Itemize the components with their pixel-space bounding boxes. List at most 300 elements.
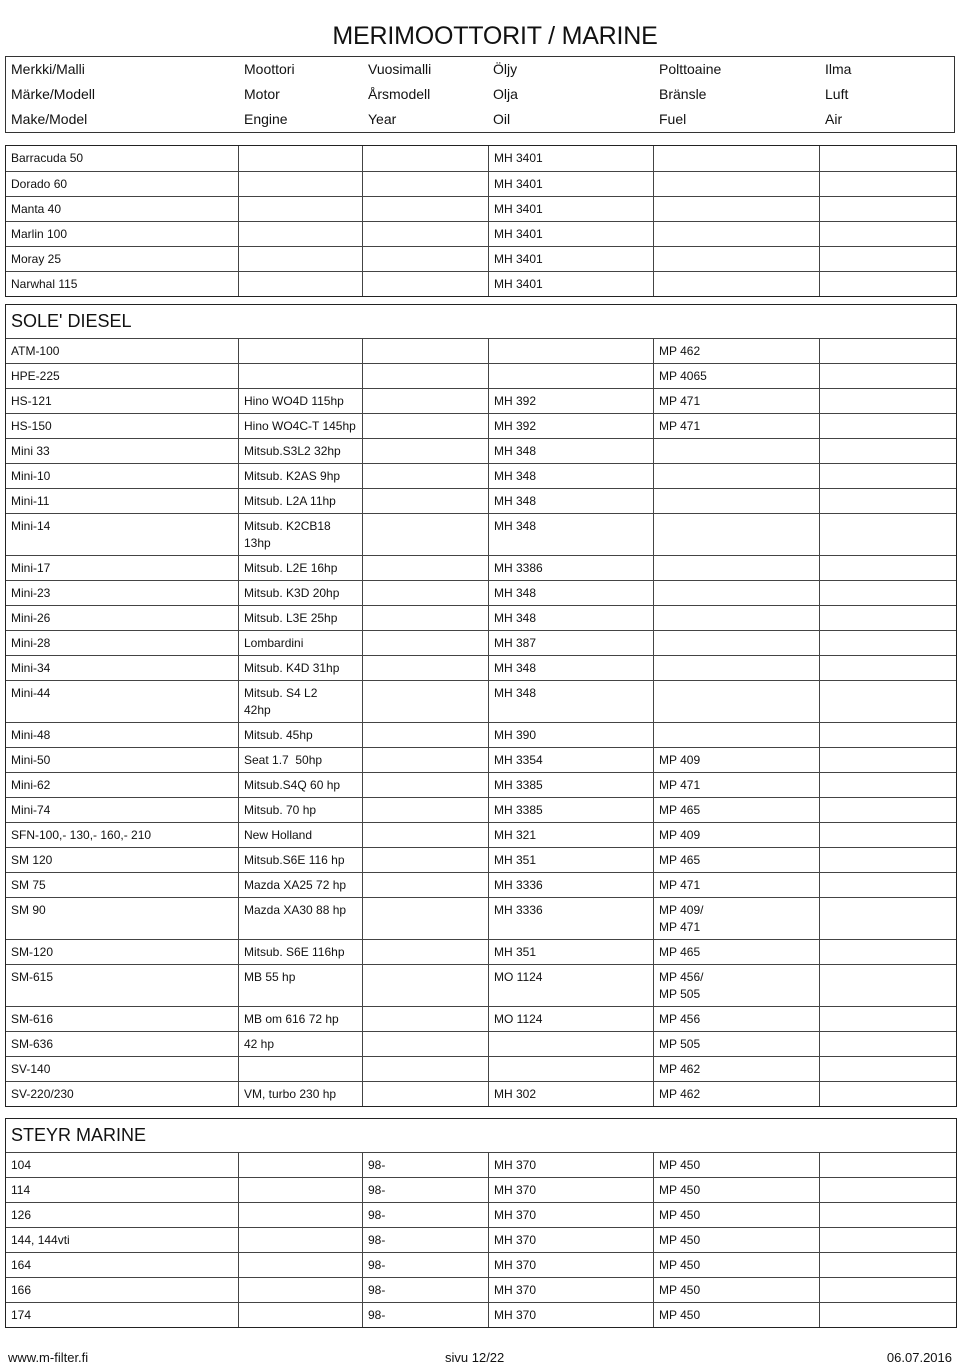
table-cell: MP 471: [653, 773, 819, 797]
table-row: [6, 680, 956, 722]
table-cell: SM-616: [11, 1012, 54, 1026]
table-cell: [362, 823, 488, 847]
table-cell: [819, 823, 956, 847]
table-cell: 114: [11, 1183, 31, 1197]
header-cell: Vuosimalli: [368, 61, 432, 77]
table-cell: [238, 172, 362, 196]
table-row: [6, 847, 956, 872]
table-row: [6, 897, 956, 939]
table-cell: [362, 389, 488, 413]
header-row: [6, 82, 954, 107]
table-cell: MP 462: [653, 339, 819, 363]
table-cell: MH 348: [488, 464, 653, 488]
header-cell: Bränsle: [659, 86, 707, 102]
table-cell: Lombardini: [238, 631, 362, 655]
table-cell: Mitsub. L2A 11hp: [238, 489, 362, 513]
table-cell: Mini-44: [11, 686, 51, 700]
table-cell: MP 450: [653, 1253, 819, 1277]
table-cell: MP 450: [653, 1303, 819, 1327]
table-cell: MP 456: [653, 1007, 819, 1031]
header-cell: Air: [825, 111, 843, 127]
table-cell: [819, 339, 956, 363]
table-cell: Mitsub. L2E 16hp: [238, 556, 362, 580]
table-cell: Mitsub.S6E 116 hp: [238, 848, 362, 872]
table-cell: [653, 723, 819, 747]
table-cell: [238, 222, 362, 246]
table-cell: [819, 1178, 956, 1202]
header-cell: Year: [368, 111, 397, 127]
table-cell: [819, 798, 956, 822]
table-cell: MP 450: [653, 1203, 819, 1227]
table-cell: [362, 798, 488, 822]
table-cell: [819, 940, 956, 964]
table-cell: Mini-14: [11, 519, 51, 533]
table-cell: Mini-48: [11, 728, 51, 742]
table-cell: MH 3386: [488, 556, 653, 580]
table-cell: [238, 1228, 362, 1252]
header-cell: Merkki/Malli: [11, 61, 85, 77]
table-cell: [819, 1082, 956, 1106]
table-cell: Mini-74: [11, 803, 51, 817]
table-cell: [819, 898, 956, 939]
table-row: [6, 413, 956, 438]
table-cell: 174: [11, 1308, 32, 1322]
table-cell: [653, 681, 819, 722]
header-cell: Märke/Modell: [11, 86, 96, 102]
table-row: [6, 822, 956, 847]
table-cell: Barracuda 50: [11, 151, 84, 165]
header-cell: Olja: [493, 86, 518, 102]
table-cell: ATM-100: [11, 344, 60, 358]
header-cell: Ilma: [825, 61, 852, 77]
table-cell: SV-140: [11, 1062, 51, 1076]
table-row: [6, 630, 956, 655]
table-cell: [819, 1303, 956, 1327]
table-cell: [238, 1178, 362, 1202]
table-cell: Moray 25: [11, 252, 62, 266]
table-cell: [653, 631, 819, 655]
table-cell: MB 55 hp: [238, 965, 362, 1006]
table-cell: [819, 222, 956, 246]
table-row: [6, 221, 956, 246]
table-cell: HPE-225: [11, 369, 60, 383]
table-cell: [488, 364, 653, 388]
table-row: [6, 772, 956, 797]
table-cell: [362, 489, 488, 513]
table-cell: Mitsub.S3L2 32hp: [238, 439, 362, 463]
table-cell: [238, 272, 362, 296]
table-cell: Mini 33: [11, 444, 50, 458]
table-cell: [238, 339, 362, 363]
table-cell: [653, 197, 819, 221]
table-cell: [653, 222, 819, 246]
table-cell: MH 370: [488, 1253, 653, 1277]
table-cell: SV-220/230: [11, 1087, 74, 1101]
table-cell: 98-: [362, 1153, 488, 1177]
table-row: [6, 1006, 956, 1031]
table-cell: Mitsub. K2AS 9hp: [238, 464, 362, 488]
table-cell: [653, 172, 819, 196]
table-cell: Marlin 100: [11, 227, 68, 241]
table-cell: MP 471: [653, 414, 819, 438]
table-cell: MH 370: [488, 1153, 653, 1177]
table-cell: Mini-28: [11, 636, 51, 650]
table-cell: [238, 1303, 362, 1327]
table-row: [6, 171, 956, 196]
table-cell: [362, 272, 488, 296]
table-cell: [819, 873, 956, 897]
table-row: [6, 964, 956, 1006]
table-row: [6, 797, 956, 822]
table-cell: [238, 1153, 362, 1177]
table-cell: [362, 1082, 488, 1106]
table-row: [6, 1081, 956, 1106]
table-cell: [362, 222, 488, 246]
table-cell: Mini-11: [11, 494, 50, 508]
table-row: [6, 488, 956, 513]
table-cell: MH 370: [488, 1203, 653, 1227]
table-cell: [488, 1057, 653, 1081]
table-cell: Mazda XA30 88 hp: [238, 898, 362, 939]
table-cell: Mitsub. 70 hp: [238, 798, 362, 822]
table-cell: MH 3354: [488, 748, 653, 772]
table-cell: [238, 1057, 362, 1081]
table-cell: MP 450: [653, 1153, 819, 1177]
table-row: [6, 338, 956, 363]
table-cell: [362, 414, 488, 438]
table-cell: [819, 656, 956, 680]
table-cell: MP 409/ MP 471: [653, 898, 819, 939]
table-row: [6, 1277, 956, 1302]
section-title: STEYR MARINE: [11, 1125, 147, 1145]
table-cell: [819, 581, 956, 605]
table-cell: MH 348: [488, 606, 653, 630]
table-cell: [819, 631, 956, 655]
footer-page: sivu 12/22: [445, 1350, 505, 1365]
table-cell: [238, 1253, 362, 1277]
table-cell: [362, 146, 488, 171]
table-row: [6, 1056, 956, 1081]
table-cell: Mitsub. S6E 116hp: [238, 940, 362, 964]
table-cell: Mitsub. K4D 31hp: [238, 656, 362, 680]
table-cell: MH 348: [488, 514, 653, 555]
table-cell: [362, 514, 488, 555]
table-cell: MH 3401: [488, 172, 653, 196]
table-cell: MH 370: [488, 1228, 653, 1252]
table-cell: [819, 1007, 956, 1031]
table-cell: HS-150: [11, 419, 52, 433]
table-row: [6, 363, 956, 388]
table-cell: Mini-17: [11, 561, 51, 575]
table-cell: SM 90: [11, 903, 46, 917]
table-cell: MH 392: [488, 389, 653, 413]
table-cell: [819, 1057, 956, 1081]
table-cell: [819, 146, 956, 171]
header-cell: Make/Model: [11, 111, 88, 127]
table-cell: [819, 1153, 956, 1177]
table-cell: 98-: [362, 1303, 488, 1327]
table-cell: [362, 172, 488, 196]
table-cell: MP 409: [653, 823, 819, 847]
table-cell: Mitsub. S4 L2 42hp: [238, 681, 362, 722]
table-row: [6, 513, 956, 555]
table-cell: MP 4065: [653, 364, 819, 388]
table-row: [6, 388, 956, 413]
table-cell: Mini-62: [11, 778, 51, 792]
table-row: [6, 1031, 956, 1056]
table-row: [6, 747, 956, 772]
table-cell: [362, 1057, 488, 1081]
table-cell: [362, 681, 488, 722]
table-cell: MH 348: [488, 581, 653, 605]
table-cell: [362, 848, 488, 872]
table-cell: MH 387: [488, 631, 653, 655]
table-cell: [362, 873, 488, 897]
table-cell: [819, 389, 956, 413]
footer-url[interactable]: www.m-filter.fi: [8, 1350, 89, 1365]
table-cell: MB om 616 72 hp: [238, 1007, 362, 1031]
table-cell: [819, 364, 956, 388]
table-cell: 42 hp: [238, 1032, 362, 1056]
table-cell: MP 465: [653, 940, 819, 964]
table-cell: 126: [11, 1208, 32, 1222]
table-cell: MP 450: [653, 1278, 819, 1302]
table-cell: HS-121: [11, 394, 52, 408]
table-cell: MH 302: [488, 1082, 653, 1106]
header-cell: Fuel: [659, 111, 687, 127]
table-cell: [819, 748, 956, 772]
table-cell: MP 471: [653, 873, 819, 897]
table-cell: [653, 146, 819, 171]
table-cell: MH 370: [488, 1178, 653, 1202]
table-cell: [819, 514, 956, 555]
table-cell: 98-: [362, 1278, 488, 1302]
table-row: [6, 1227, 956, 1252]
section-title: SOLE' DIESEL: [11, 311, 132, 331]
table-row: [6, 246, 956, 271]
table-cell: 166: [11, 1283, 32, 1297]
table-cell: [362, 656, 488, 680]
section-sole-diesel: [5, 304, 957, 1107]
header-cell: Moottori: [244, 61, 295, 77]
table-cell: Mitsub. K2CB18 13hp: [238, 514, 362, 555]
table-cell: [362, 965, 488, 1006]
table-cell: [653, 247, 819, 271]
table-cell: 98-: [362, 1228, 488, 1252]
table-cell: MH 3401: [488, 197, 653, 221]
table-cell: [653, 489, 819, 513]
table-cell: [362, 197, 488, 221]
table-cell: [362, 898, 488, 939]
table-row: [6, 196, 956, 221]
table-cell: MH 3401: [488, 222, 653, 246]
table-cell: Seat 1.7 50hp: [238, 748, 362, 772]
table-cell: MH 351: [488, 848, 653, 872]
table-cell: Mini-34: [11, 661, 51, 675]
table-cell: 104: [11, 1158, 32, 1172]
table-row: [6, 555, 956, 580]
table-cell: MH 370: [488, 1303, 653, 1327]
table-cell: MH 370: [488, 1278, 653, 1302]
table-cell: Manta 40: [11, 202, 62, 216]
table-cell: MH 348: [488, 439, 653, 463]
header-row: [6, 107, 954, 132]
table-row: [6, 722, 956, 747]
table-cell: [362, 556, 488, 580]
table-cell: MH 348: [488, 489, 653, 513]
table-cell: [238, 247, 362, 271]
table-row: [6, 1152, 956, 1177]
table-cell: [819, 1203, 956, 1227]
table-row: [6, 463, 956, 488]
footer-date: 06.07.2016: [886, 1350, 952, 1365]
header-row: [6, 57, 954, 82]
table-cell: MP 465: [653, 848, 819, 872]
table-cell: [362, 723, 488, 747]
table-cell: Mini-26: [11, 611, 51, 625]
header-cell: Engine: [244, 111, 288, 127]
table-cell: [362, 1032, 488, 1056]
table-row: [6, 1302, 956, 1327]
table-cell: [819, 556, 956, 580]
table-cell: [362, 631, 488, 655]
section-steyr-marine: [5, 1118, 957, 1328]
table-cell: [819, 489, 956, 513]
table-cell: MP 462: [653, 1082, 819, 1106]
table-cell: [819, 464, 956, 488]
table-cell: [362, 439, 488, 463]
table-row: [6, 1177, 956, 1202]
table-cell: Dorado 60: [11, 177, 68, 191]
table-row: [6, 271, 956, 296]
header-cell: Luft: [825, 86, 849, 102]
table-cell: MH 390: [488, 723, 653, 747]
table-cell: [653, 556, 819, 580]
table-cell: Mini-50: [11, 753, 51, 767]
table-cell: [819, 172, 956, 196]
table-cell: [819, 272, 956, 296]
table-cell: [819, 773, 956, 797]
table-cell: [819, 965, 956, 1006]
table-cell: [362, 247, 488, 271]
table-row: [6, 872, 956, 897]
table-row: [6, 605, 956, 630]
table-cell: MH 3385: [488, 773, 653, 797]
table-row: [6, 1252, 956, 1277]
table-cell: Mitsub. K3D 20hp: [238, 581, 362, 605]
table-cell: Hino WO4D 115hp: [238, 389, 362, 413]
table-cell: [819, 1032, 956, 1056]
table-cell: 144, 144vti: [11, 1233, 70, 1247]
table-cell: [819, 1278, 956, 1302]
table-cell: [653, 606, 819, 630]
table-cell: MP 450: [653, 1178, 819, 1202]
table-cell: New Holland: [238, 823, 362, 847]
table-cell: [653, 514, 819, 555]
table-cell: [362, 773, 488, 797]
table-cell: [238, 1278, 362, 1302]
table-cell: SM-636: [11, 1037, 54, 1051]
table-row: [6, 939, 956, 964]
table-row: [6, 1202, 956, 1227]
table-cell: MP 465: [653, 798, 819, 822]
table-cell: [362, 606, 488, 630]
table-cell: Mazda XA25 72 hp: [238, 873, 362, 897]
table-cell: [362, 748, 488, 772]
table-cell: [653, 581, 819, 605]
table-cell: MP 450: [653, 1228, 819, 1252]
table-cell: [819, 848, 956, 872]
table-cell: MP 462: [653, 1057, 819, 1081]
table-cell: 98-: [362, 1253, 488, 1277]
table-cell: 98-: [362, 1203, 488, 1227]
table-cell: [362, 364, 488, 388]
table-cell: Mitsub.S4Q 60 hp: [238, 773, 362, 797]
table-cell: SFN-100,- 130,- 160,- 210: [11, 828, 152, 842]
table-cell: [362, 581, 488, 605]
header-cell: Öljy: [493, 61, 518, 77]
table-cell: [819, 1253, 956, 1277]
table-cell: MH 3401: [488, 272, 653, 296]
table-cell: Mini-10: [11, 469, 51, 483]
page-title: MERIMOOTTORIT / MARINE: [332, 22, 658, 50]
table-cell: [653, 464, 819, 488]
table-cell: SM-120: [11, 945, 54, 959]
table-cell: MH 3401: [488, 247, 653, 271]
table-cell: MH 3401: [488, 146, 653, 171]
header-cell: Polttoaine: [659, 61, 722, 77]
table-cell: [362, 940, 488, 964]
header-cell: Oil: [493, 111, 511, 127]
table-row: [6, 580, 956, 605]
table-cell: [819, 723, 956, 747]
table-cell: [238, 197, 362, 221]
table-cell: MP 409: [653, 748, 819, 772]
table-cell: [819, 414, 956, 438]
column-header: [5, 56, 955, 133]
table-cell: MH 348: [488, 656, 653, 680]
table-cell: [488, 339, 653, 363]
table-cell: [653, 656, 819, 680]
table-cell: Mini-23: [11, 586, 51, 600]
table-cell: MH 3336: [488, 898, 653, 939]
table-row: [6, 146, 956, 171]
table-cell: [238, 364, 362, 388]
table-cell: [819, 439, 956, 463]
table-cell: MH 351: [488, 940, 653, 964]
table-cell: [362, 1007, 488, 1031]
table-cell: [819, 681, 956, 722]
table-cell: SM-615: [11, 970, 54, 984]
table-cell: [819, 197, 956, 221]
table-cell: [362, 464, 488, 488]
table-cell: SM 75: [11, 878, 46, 892]
header-cell: Motor: [244, 86, 280, 102]
header-cell: Årsmodell: [368, 86, 431, 102]
table-cell: MO 1124: [488, 1007, 653, 1031]
table-cell: MH 3336: [488, 873, 653, 897]
table-cell: 98-: [362, 1178, 488, 1202]
table-cell: [488, 1032, 653, 1056]
table-cell: MH 348: [488, 681, 653, 722]
table-cell: MO 1124: [488, 965, 653, 1006]
table-cell: [819, 606, 956, 630]
table-cell: Mitsub. 45hp: [238, 723, 362, 747]
table-cell: Hino WO4C-T 145hp: [238, 414, 362, 438]
table-cell: [653, 439, 819, 463]
table-cell: [653, 272, 819, 296]
table-cell: MH 392: [488, 414, 653, 438]
